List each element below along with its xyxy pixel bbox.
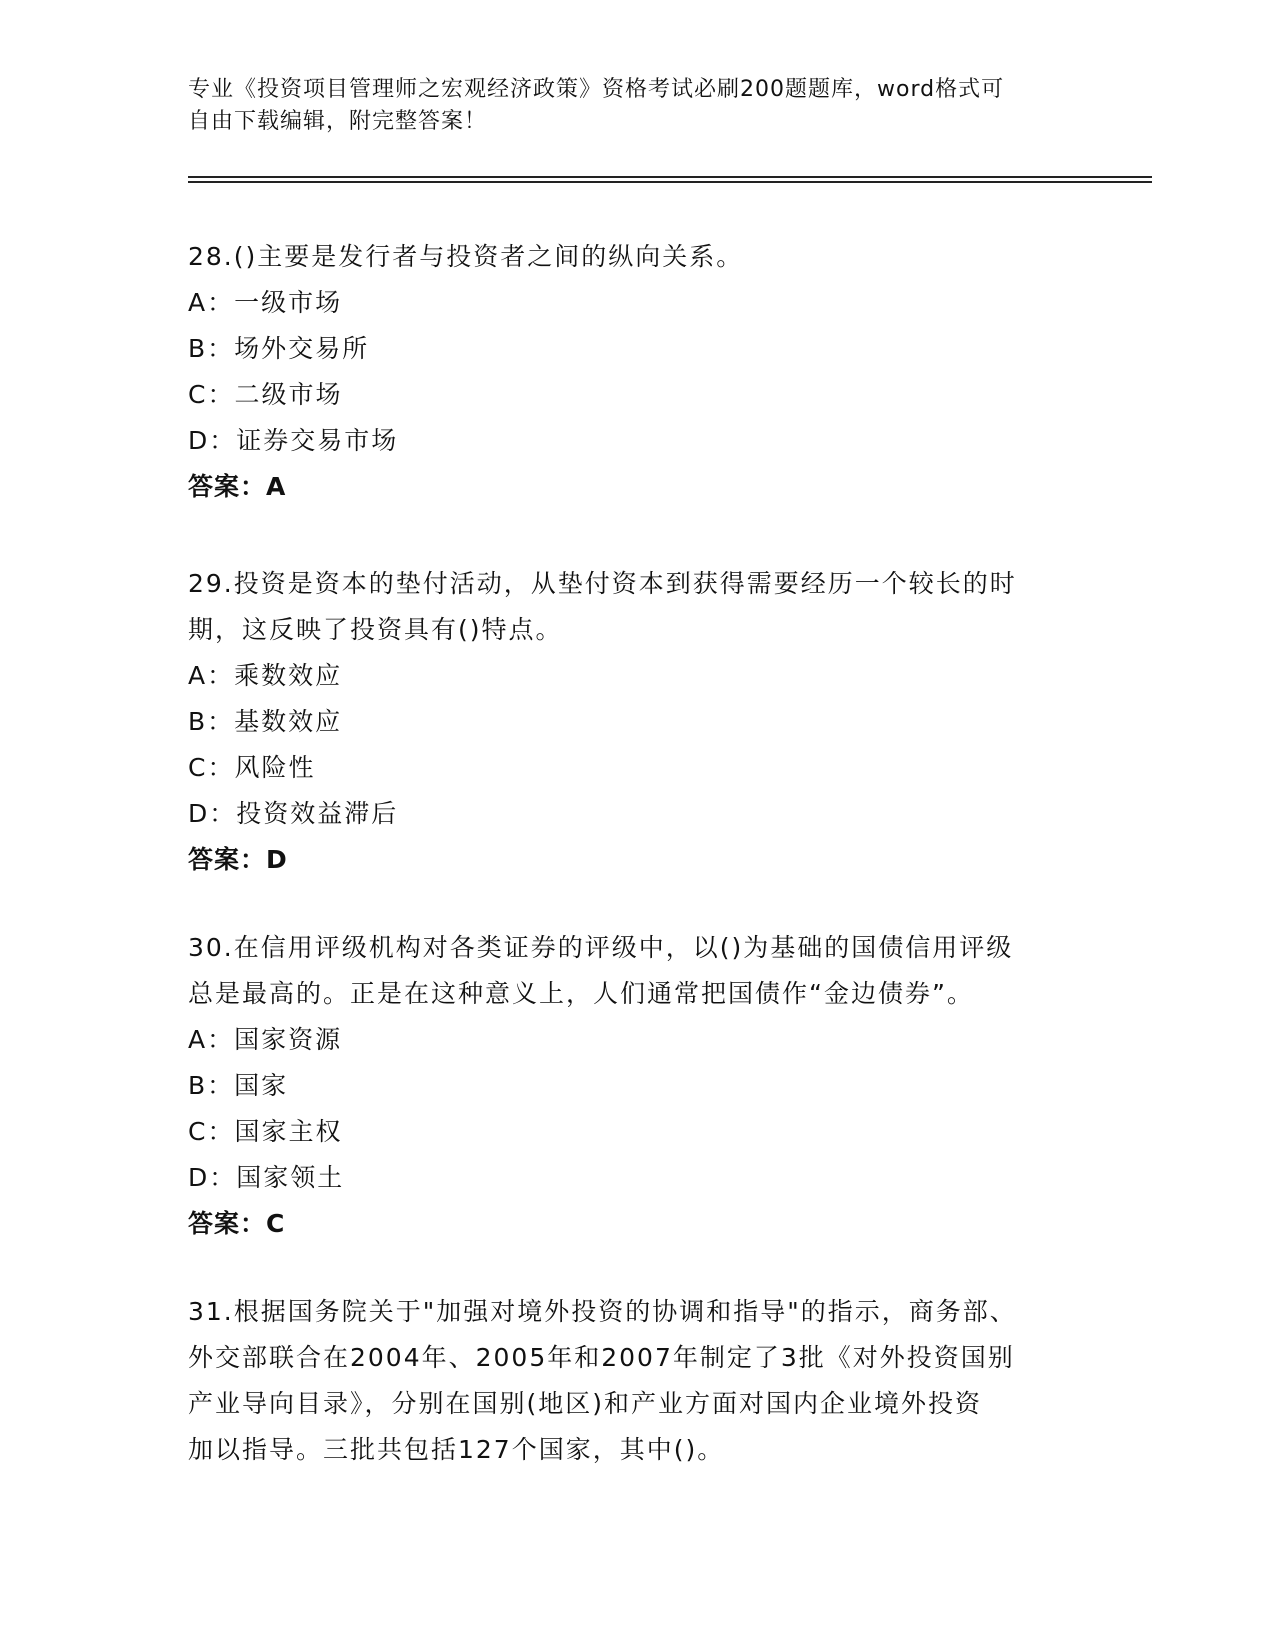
option-b: B：国家	[188, 1071, 289, 1100]
question-stem-line-1: 30.在信用评级机构对各类证券的评级中，以()为基础的国债信用评级	[188, 933, 1014, 962]
option-c: C：二级市场	[188, 380, 343, 409]
question-stem-line-4: 加以指导。三批共包括127个国家，其中()。	[188, 1435, 725, 1464]
answer: 答案：C	[188, 1209, 286, 1238]
option-b: B：场外交易所	[188, 334, 370, 363]
question-stem-line-1: 31.根据国务院关于"加强对境外投资的协调和指导"的指示，商务部、	[188, 1297, 1017, 1326]
option-c: C：国家主权	[188, 1117, 343, 1146]
header-line-2: 自由下载编辑，附完整答案！	[188, 109, 488, 134]
option-d: D：投资效益滞后	[188, 799, 399, 828]
question-stem-line-2: 总是最高的。正是在这种意义上，人们通常把国债作“金边债券”。	[188, 979, 974, 1008]
question-30	[188, 925, 1078, 1247]
option-a: A：国家资源	[188, 1025, 343, 1054]
option-d: D：国家领土	[188, 1163, 345, 1192]
option-d: D：证券交易市场	[188, 426, 399, 455]
header-rule-top	[188, 176, 1152, 178]
question-stem-line-3: 产业导向目录》，分别在国别(地区)和产业方面对国内企业境外投资	[188, 1389, 983, 1418]
question-stem-line-2: 外交部联合在2004年、2005年和2007年制定了3批《对外投资国别	[188, 1343, 1015, 1372]
question-stem: 28.()主要是发行者与投资者之间的纵向关系。	[188, 242, 744, 271]
question-28	[188, 234, 1078, 510]
question-29	[188, 561, 1078, 883]
answer: 答案：A	[188, 472, 287, 501]
question-stem-line-1: 29.投资是资本的垫付活动，从垫付资本到获得需要经历一个较长的时	[188, 569, 1017, 598]
question-31	[188, 1289, 1078, 1473]
option-a: A：一级市场	[188, 288, 343, 317]
answer: 答案：D	[188, 845, 288, 874]
header-rule-bottom	[188, 181, 1152, 183]
option-c: C：风险性	[188, 753, 316, 782]
option-b: B：基数效应	[188, 707, 343, 736]
document-header	[188, 74, 1068, 138]
option-a: A：乘数效应	[188, 661, 343, 690]
question-stem-line-2: 期，这反映了投资具有()特点。	[188, 615, 563, 644]
header-line-1: 专业《投资项目管理师之宏观经济政策》资格考试必刷200题题库，word格式可	[188, 77, 1005, 102]
